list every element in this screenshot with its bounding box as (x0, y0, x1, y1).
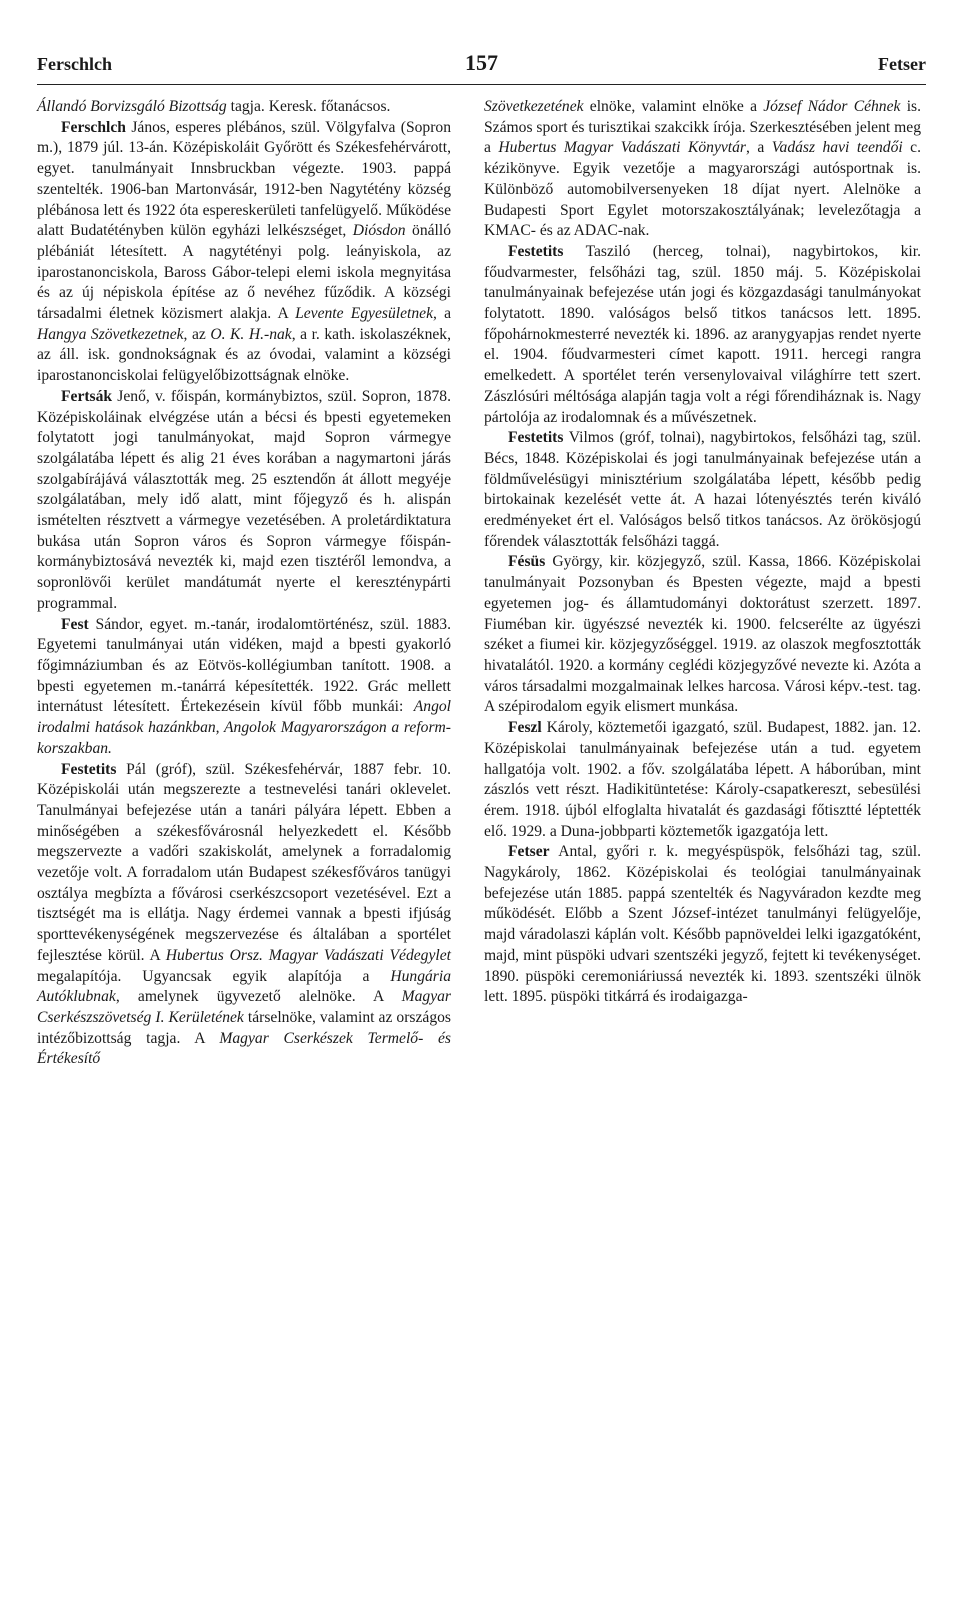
entry-ferschlch: Ferschlch János, esperes plébános, szül. Völgyfalva (Sopron m.), 1879 júl. 13-án. Középiskoláit Győrött és Székesfehérvárott, egyet. tanulmányait Innsbruckban végezte. 1903. pappá szentelték. 1906-ban Martonvásár, 1912-ben Nagytétény község plébánosa lett és 1922 óta espereskerületi tanfelügyelő. Működése alatt Budatétényben külön egyházi lelkészséget, Diósdon önálló plébániát létesített. A nagytétényi polg. leányiskola, az iparostanonciskola, Baross Gábor-telepi elemi iskola megnyitása és az új népiskola építése az ő nevéhez fűződik. A községi társadalmi életnek közismert alakja. A Levente Egyesületnek, a Hangya Szövetkezetnek, az O. K. H.-nak, a r. kath. iskolaszéknek, az áll. isk. gondnokságnak és az óvodai, valamint a községi iparostanonciskolai felügyelőbizottságnak elnöke. (37, 118, 452, 385)
entry-headword: Fésüs (508, 553, 546, 571)
entry-headword: Fertsák (61, 387, 113, 405)
entry-headword: Fetser (508, 843, 550, 861)
entry-continuation: Szövetkezetének elnöke, valamint elnöke a József Nádor Céhnek is. Számos sport és turisztikai szakcikk írója. Szerkesztésében jelent meg a Hubertus Magyar Vadászati Könyvtár, a Vadász havi teendői c. kézikönyve. Egyik vezetője a magyarországi autósportnak is. Különböző automobilversenyeken 18 díjat nyert. Alelnöke a Budapesti Sport Egylet motorszakosztályának; levelezőtagja a KMAC- és az ADAC-nak. (484, 98, 921, 240)
running-head-left: Ferschlch (37, 54, 112, 74)
entry-festetits-vilmos: Festetits Vilmos (gróf, tolnai), nagybirtokos, felsőházi tag, szül. Bécs, 1848. Középiskolai és jogi tanulmányainak befejezése után a földművelésügyi minisztérium szolgálatába lépett, később pedig birtokainak kezelését vette át. A hazai lótenyésztés terén kiváló eredményeket ért el. Valóságos belső titkos tanácsos. Az örökösjogú főrendek választották felsőházi taggá. (484, 429, 921, 550)
entry-headword: Ferschlch (61, 118, 126, 136)
entry-headword: Festetits (508, 429, 564, 447)
entry-fetser: Fetser Antal, győri r. k. megyéspüspök, felsőházi tag, szül. Nagykároly, 1862. Középiskolai és teológiai tanulmányainak befejezése után 1885. pappá szentelték és Nagyváradon kezdte meg működését. Előbb a Szent József-intézet tanulmányi felügyelője, majd váradolaszi káplán volt. Később papnöveldei lelki igazgatóként, majd, mint püspöki udvari szentszéki jegyző, fejtett ki tevékenységet. 1890. püspöki ceremoniáriussá nevezték ki. 1893. szentszéki ülnök lett. 1895. püspöki titkárrá és irodaigazga- (484, 843, 921, 1006)
left-column (37, 97, 451, 1070)
entry-headword: Fest (61, 615, 89, 633)
entry-fest: Fest Sándor, egyet. m.-tanár, irodalomtörténész, szül. 1883. Egyetemi tanulmányai után vidéken, majd a bpesti gyakorló főgimnáziumban és az Eötvös-kollégiumban tanított. 1908. a bpesti egyetemen m.-tanárrá képesítették. 1922. Grác mellett internátust létesített. Értekezésein kívül főbb munkái: Angol irodalmi hatások hazánkban, Angolok Magyarországon a reform-korszakban. (37, 615, 451, 757)
right-column (484, 97, 921, 1008)
entry-fesus: Fésüs György, kir. közjegyző, szül. Kassa, 1866. Középiskolai tanulmányait Pozsonyban és Bpesten végezte, majd a bpesti egyetemen jog- és államtudományi doktorátust szerzett. 1897. Fiuméban kir. ügyészsé nevezték ki. 1900. felcserélte az ügyészi széket a fiumei kir. közjegyzőséggel. 1919. az olaszok megfosztották hivatalától. 1920. a kormány ceglédi közjegyzővé nevezte ki. Azóta a város társadalmi mozgalmainak lelkes harcosa. Városi képv.-test. tag. A szépirodalom egyik elismert munkása. (484, 553, 921, 716)
entry-festetits-taszilo: Festetits Tasziló (herceg, tolnai), nagybirtokos, kir. főudvarmester, felsőházi tag, szül. 1850 máj. 5. Középiskolai tanulmányainak befejezése után jogi és közgazdasági tanulmányokat folytatott. 1890. valóságos belső titkos tanácsos lett. 1895. főpohárnokmesterré nevezték ki. 1896. az aranygyapjas rendet nyerte el. 1904. főudvarmesteri címet kapott. 1911. hercegi rangra emelkedett. A sportélet terén versenylovaival világhírre tett szert. Zászlósúri méltósága alapján tagja volt a régi főrendiháznak is. Nagy pártolója az irodalomnak és a művészetnek. (484, 242, 921, 426)
running-head-right: Fetser (878, 54, 926, 74)
entry-continuation: Állandó Borvizsgáló Bizottság tagja. Keresk. főtanácsos. (37, 98, 391, 115)
page-number: 157 (465, 50, 498, 75)
header-rule (37, 84, 926, 85)
entry-fertsak: Fertsák Jenő, v. főispán, kormánybiztos, szül. Sopron, 1878. Középiskoláinak elvégzése után a bécsi és bpesti egyetemeken folytatott jogi tanulmányokat, majd Sopron vármegye szolgálatába lépett és alig 21 éves korában a nagymartoni járás szolgabírájává választották meg. 25 esztendőn át állott megyéje szolgálatában, mely idő alatt, mint főjegyző és h. alispán ismételten résztvett a vármegye vezetésében. A proletárdiktatura bukása után Sopron város és Sopron vármegye főispán-kormánybiztosává nevezték ki, majd ezen tisztéről lemondva, a sopronlövői kerület mandátumát nyerte el kereszténypárti programmal. (37, 387, 451, 612)
entry-festetits-pal: Festetits Pál (gróf), szül. Székesfehérvár, 1887 febr. 10. Középiskolái után megszerezte a testnevelési tanári oklevelet. Tanulmányai befejezése után a tanári pályára lépett. Ebben a minőségében a székesfővárosnál helyezkedett el. Később megszervezte a vadőri szakiskolát, amelynek a forradalomig vezetője volt. A forradalom után Budapest székesfőváros tanügyi osztálya megbízta a fővárosi cserkészcsoport vezetésével. Ezt a tisztségét ma is ellátja. Nagy érdemei vannak a bpesti ifjúság sporttevékenységének megszervezése és általában a sportélet fejlesztése körül. A Hubertus Orsz. Magyar Vadászati Védegylet megalapítója. Ugyancsak egyik alapítója a Hungária Autóklubnak, amelynek ügyvezető alelnöke. A Magyar Cserkészszövetség I. Kerületének társelnöke, valamint az országos intézőbizottság tagja. A Magyar Cserkészek Termelő- és Értékesítő (37, 760, 452, 1068)
entry-headword: Festetits (61, 760, 117, 778)
page-header (37, 50, 926, 84)
entry-headword: Feszl (508, 719, 542, 737)
entry-headword: Festetits (508, 242, 564, 260)
entry-feszl: Feszl Károly, köztemetői igazgató, szül. Budapest, 1882. jan. 12. Középiskolai tanulmányainak befejezése után a tud. egyetem hallgatója volt. 1902. a főv. szolgálatába lépett. A háborúban, mint zászlós vett részt. Hadikitüntetése: Károly-csapatkereszt, sebesülési érem. 1918. újból elfoglalta hivatalát és gazdasági főtisztté léptették elő. 1929. a Duna-jobbparti köztemetők igazgatója lett. (484, 719, 921, 840)
